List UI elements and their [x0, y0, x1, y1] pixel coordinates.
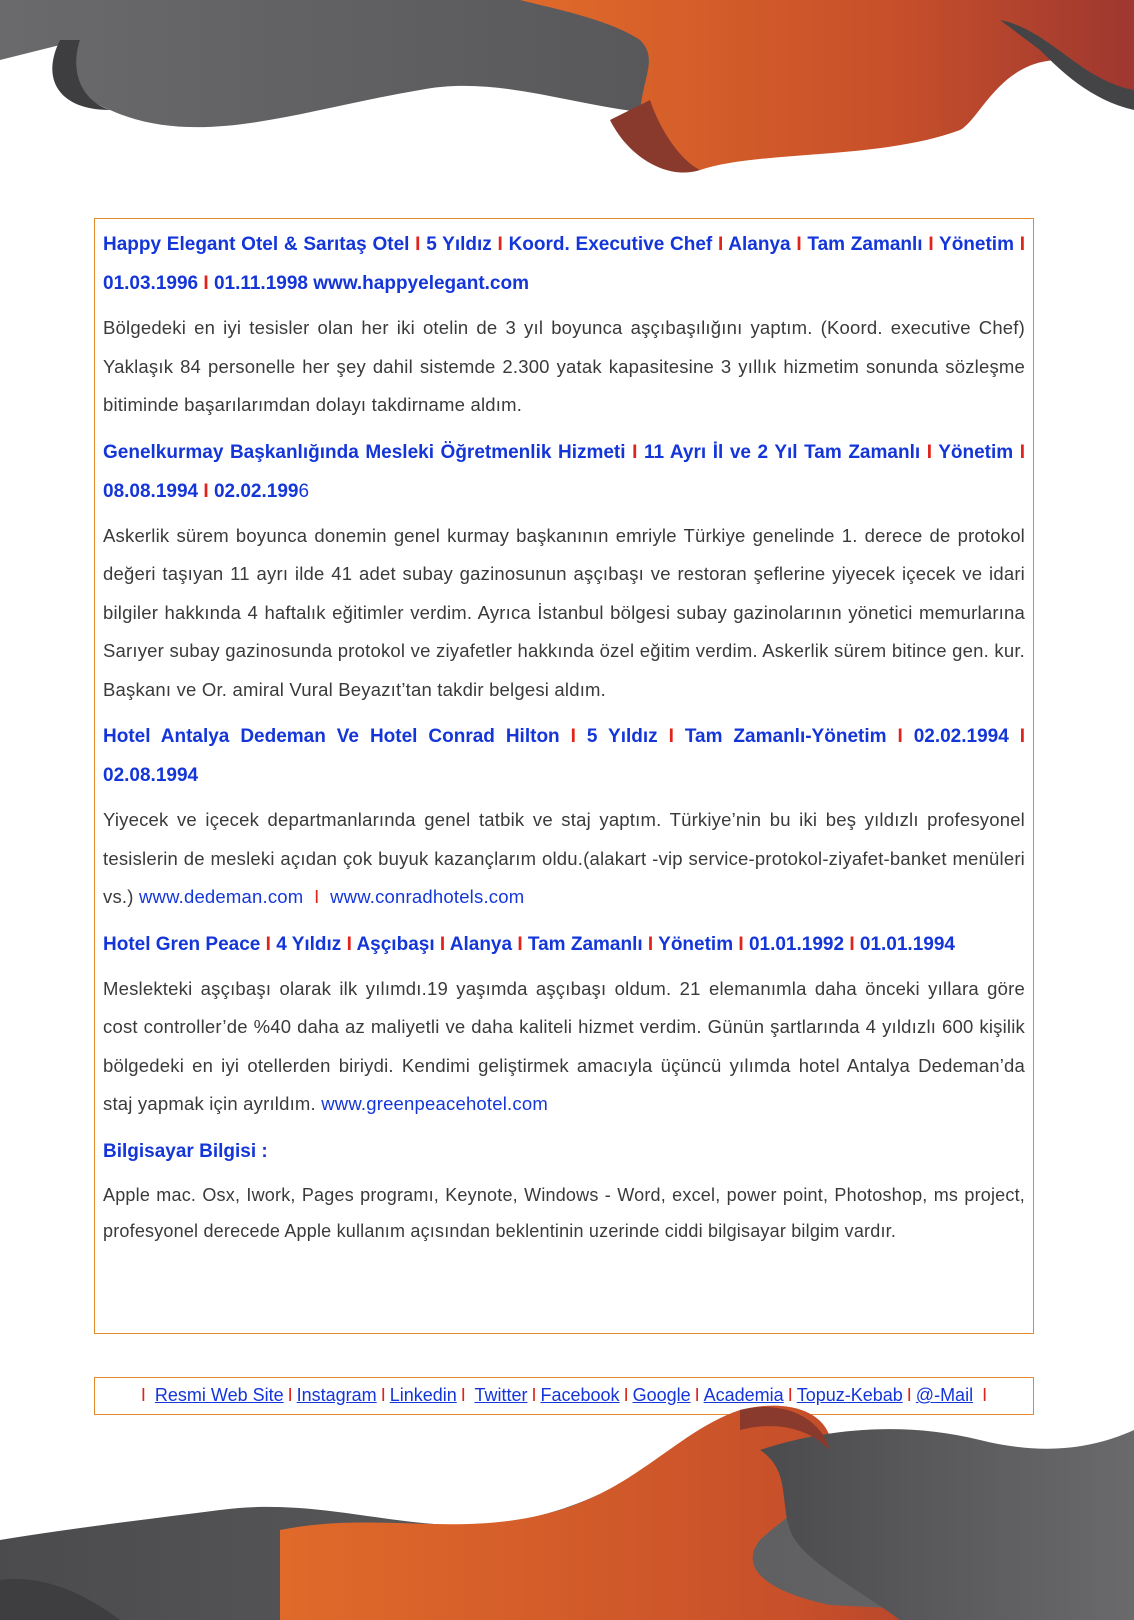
job-description-dedeman-conrad: Yiyecek ve içecek departmanlarında genel tatbik ve staj yaptım. Türkiye’nin bu iki beş yıldızlı profesyonel tesislerin de mesleki açıdan çok buyuk kazançlarım oldu.(alakart -vip service-protokol-ziyafet-banket menüleri vs.) www.dedeman.com I www.conradhotels.com — [103, 809, 1025, 907]
job-description-gren-peace: Meslekteki aşçıbaşı olarak ilk yılımdı.19 yaşımda aşçıbaşı oldum. 21 elemanımla daha önceki yıllara göre cost controller’de %40 daha az maliyetli ve daha kaliteli hizmet verdim. Günün şartlarında 4 yıldızlı 600 kişilik bölgedeki en iyi otellerden biriydi. Kendimi geliştirmek amacıyla üçüncü yılımda hotel Antalya Dedeman’da staj yapmak için ayrıldım. www.greenpeacehotel.com — [103, 977, 1025, 1114]
job-description-genelkurmay: Askerlik sürem boyunca donemin genel kurmay başkanının emriyle Türkiye genelinde 1. derece de protokol değeri taşıyan 11 ayrı ilde 41 adet subay gazinosunun aşçıbaşı ve restoran şeflerine yiyecek içecek ve idari bilgiler hakkında 4 haftalık eğitimler verdim. Ayrıca İstanbul bölgesi subay gazinolarının yönetici memurlarına Sarıyer subay gazinosunda protokol ve ziyafetler hakkında özel eğitim verdim. Askerlik sürem bitince gen. kur. Başkanı ve Or. amiral Vural Beyazıt’tan takdir belgesi aldım. — [103, 524, 1025, 700]
bottom-ribbon-decoration — [0, 1390, 1134, 1620]
footer-link-facebook[interactable]: Facebook — [540, 1385, 620, 1405]
job-description-happy-elegant: Bölgedeki en iyi tesisler olan her iki otelin de 3 yıl boyunca aşçıbaşılığını yaptım. (Koord. executive Chef) Yaklaşık 84 personelle her şey dahil sistemde 2.300 yatak kapasitesine 3 yıllık hizmetim sonunda sözleşme bitiminde başarılarımdan dolayı takdirname aldım. — [103, 317, 1025, 415]
job-heading-happy-elegant: Happy Elegant Otel & Sarıtaş Otel I 5 Yıldız I Koord. Executive Chef I Alanya I Tam Zamanlı I Yönetim I 01.03.1996 I 01.11.1998 www.happyelegant.com — [103, 234, 1026, 294]
footer-link-linkedin[interactable]: Linkedin — [389, 1385, 457, 1405]
footer-links-bar: I Resmi Web Site I Instagram I Linkedin I Twitter I Facebook I Google I Academia I Topuz-Kebab I @-Mail I — [94, 1377, 1034, 1415]
footer-link-email[interactable]: @-Mail — [915, 1385, 974, 1405]
footer-link-twitter[interactable]: Twitter — [474, 1385, 528, 1405]
job-heading-dedeman-conrad: Hotel Antalya Dedeman Ve Hotel Conrad Hilton I 5 Yıldız I Tam Zamanlı-Yönetim I 02.02.1994 I 02.08.1994 — [103, 726, 1026, 786]
footer-link-topuz-kebab[interactable]: Topuz-Kebab — [796, 1385, 903, 1405]
job-heading-gren-peace: Hotel Gren Peace I 4 Yıldız I Aşçıbaşı I Alanya I Tam Zamanlı I Yönetim I 01.01.1992 I 01.01.1994 — [103, 933, 955, 955]
dedeman-link[interactable]: www.dedeman.com — [138, 886, 304, 907]
experience-content-box — [94, 218, 1034, 1334]
computer-skills-heading: Bilgisayar Bilgisi : — [103, 1140, 268, 1162]
job-heading-genelkurmay: Genelkurmay Başkanlığında Mesleki Öğretmenlik Hizmeti I 11 Ayrı İl ve 2 Yıl Tam Zamanlı I Yönetim I 08.08.1994 I 02.02.1996 — [103, 441, 1025, 502]
footer-link-instagram[interactable]: Instagram — [296, 1385, 377, 1405]
footer-link-website[interactable]: Resmi Web Site — [154, 1385, 284, 1405]
greenpeacehotel-link[interactable]: www.greenpeacehotel.com — [321, 1093, 548, 1114]
top-ribbon-decoration — [0, 0, 1134, 200]
footer-link-google[interactable]: Google — [632, 1385, 691, 1405]
computer-skills-description: Apple mac. Osx, Iwork, Pages programı, Keynote, Windows - Word, excel, power point, Photoshop, ms project, profesyonel derecede Apple kullanım açısından beklentinin uzerinde ciddi bilgisayar bilgim vardır. — [103, 1184, 1025, 1241]
footer-link-academia[interactable]: Academia — [703, 1385, 784, 1405]
conradhotels-link[interactable]: www.conradhotels.com — [330, 886, 525, 907]
